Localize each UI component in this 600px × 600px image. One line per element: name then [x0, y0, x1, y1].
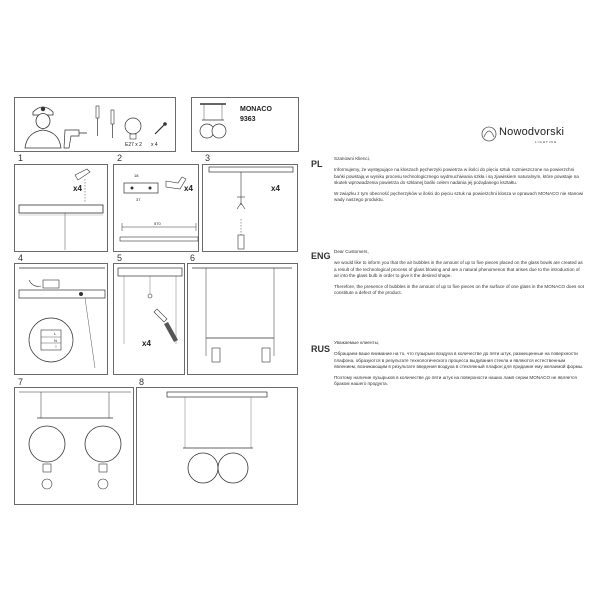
step-3-panel [202, 164, 298, 252]
step-6-illustration [188, 264, 299, 376]
screws-count-label: x 4 [151, 142, 158, 148]
step-7-illustration [15, 388, 135, 506]
section-rus-paragraph-2: Поэтому наличие пузырьков в количестве до пяти штук на поверхности наших ламп серии MONACO не является браком нашего продукта. [334, 375, 577, 387]
section-eng-body [334, 249, 584, 302]
screwdriver-icon [96, 106, 114, 138]
product-panel [191, 97, 299, 152]
step-1-number: 1 [18, 153, 24, 163]
step-3-multiplier: x4 [271, 184, 280, 193]
step-2-multiplier: x4 [184, 184, 193, 193]
worker-icon [25, 107, 61, 148]
section-rus-paragraph-1: Обращаем ваше внимание на то, что пузырьки воздуха в количестве до пяти штук, размещенные на поверхности плафона, образуются в результате технологического процесса выдувания стекла и являются естественным явлением, возникающим в результате введения воздуха в стеклянный плафон для придания ему желаемой формы. [334, 351, 584, 369]
section-pl-body [334, 156, 584, 209]
section-rus-lang: RUS [311, 344, 331, 354]
step-4-illustration [15, 264, 109, 376]
step-3-illustration [203, 165, 299, 253]
wiring-label-l: L [54, 331, 57, 336]
step-6-panel [187, 263, 298, 375]
model-name: MONACO [240, 106, 272, 113]
step-7-number: 7 [18, 377, 24, 387]
brand-name: Nowodvorski [499, 126, 565, 138]
step-5-multiplier: x4 [142, 339, 151, 348]
brand-logo [475, 112, 585, 152]
step-2-dim-b: 37 [136, 197, 141, 202]
step-2-panel [113, 164, 199, 252]
section-pl-lang: PL [311, 159, 323, 169]
step-4-panel [14, 263, 108, 375]
section-rus-body [334, 340, 584, 393]
drill-icon [64, 130, 87, 148]
section-eng-greeting: Dear Customers, [334, 249, 369, 254]
wiring-label-n: N [54, 338, 57, 343]
step-6-number: 6 [190, 253, 196, 263]
section-pl-greeting: Szanowni Klienci, [334, 156, 371, 161]
step-1-panel [14, 164, 108, 252]
step-5-illustration [114, 264, 186, 376]
tools-panel [14, 97, 176, 152]
step-5-panel [113, 263, 185, 375]
brand-mark-icon [479, 124, 499, 144]
section-pl-paragraph-2: W związku z tym obecność pęcherzyków w ilości do pięciu sztuk na powierzchni klosza w oprawach MONACO nie stanowi wady naszego produktu. [334, 191, 584, 203]
section-eng-paragraph-1: we would like to inform you that the air bubbles in the amount of up to five pieces placed on the glass bowls are created as a result of the technological process of glass blowing and are a natural phenomenon that arises due to the introduction of air into the glass bulb in order to give it the desired shape. [334, 260, 583, 278]
section-pl-paragraph-1: Informujemy, że występujące na kloszach pęcherzyki powietrza w ilości do pięciu sztuk rozmieszczone na powierzchni bańki powstają w wyniku procesu technologicznego wydmuchiwania szkła i są zjawiskiem naturalnym, które powstaje na skutek wprowadzenia powietrza do szklanej bańki celem nadania jej pożądanego kształtu. [334, 167, 579, 185]
step-2-illustration [114, 165, 200, 253]
step-2-ruler-label: 570 [154, 221, 161, 226]
model-code: 9363 [240, 116, 256, 123]
wiring-label-earth: ⏚ [54, 344, 58, 349]
bulb-spec-label: E27 x 2 [125, 142, 142, 148]
step-2-number: 2 [117, 153, 123, 163]
step-5-number: 5 [117, 253, 123, 263]
brand-tagline: LIGHTING [535, 140, 558, 144]
step-8-number: 8 [139, 377, 145, 387]
step-4-number: 4 [18, 253, 24, 263]
bulb-icon [125, 118, 141, 139]
section-eng-paragraph-2: Therefore, the presence of bubbles in the amount of up to five pieces on the surface of one glass in the MONACO does not constitute a defect of the product. [334, 284, 584, 296]
screw-icon [155, 122, 167, 134]
section-eng-lang: ENG [311, 251, 331, 261]
section-rus-greeting: Уважаемые клиенты, [334, 340, 380, 345]
step-7-panel [14, 387, 134, 505]
step-1-illustration [15, 165, 109, 253]
step-8-illustration [137, 388, 299, 506]
step-3-number: 3 [205, 153, 211, 163]
step-2-dim-a: 18 [134, 173, 139, 178]
step-8-panel [136, 387, 298, 505]
step-1-multiplier: x4 [73, 184, 82, 193]
